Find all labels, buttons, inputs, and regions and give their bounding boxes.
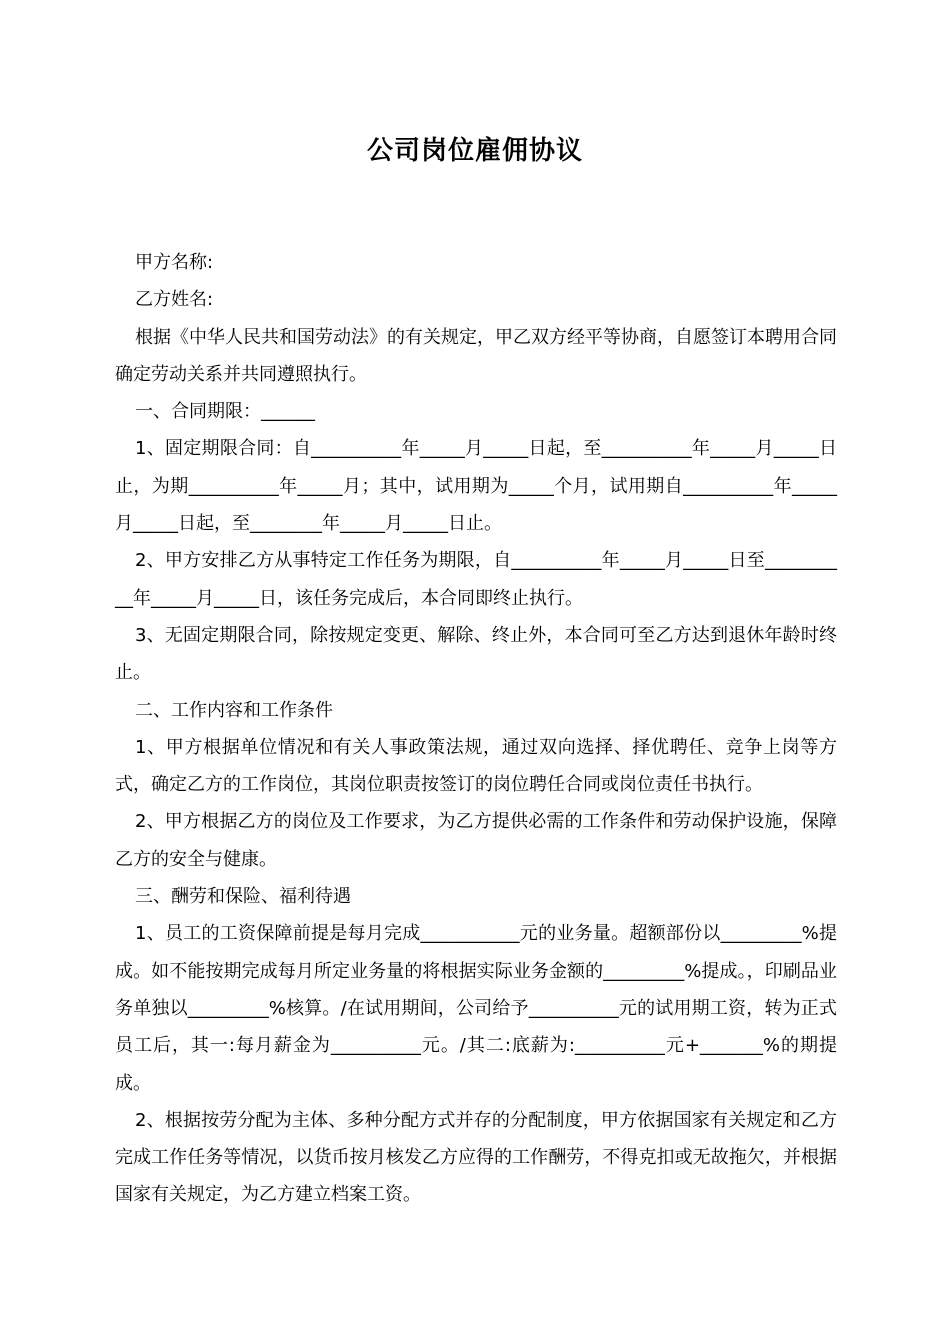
clause-work-conditions: 2、甲方根据乙方的岗位及工作要求，为乙方提供必需的工作条件和劳动保护设施，保障乙方的安全与健康。	[115, 811, 837, 870]
clause-task-term: 2、甲方安排乙方从事特定工作任务为期限，自__________年_____月_____日至__________年_____月_____日，该任务完成后，本合同即终止执行。	[115, 550, 837, 609]
clause-work-position: 1、甲方根据单位情况和有关人事政策法规，通过双向选择、择优聘任、竞争上岗等方式，确定乙方的工作岗位，其岗位职责按签订的岗位聘任合同或岗位责任书执行。	[115, 736, 837, 796]
clause-salary: 1、员工的工资保障前提是每月完成___________元的业务量。超额部份以_________%提成。如不能按期完成每月所定业务量的将根据实际业务金额的_________%提成。，印刷品业务单独以_________%核算。/在试用期间，公司给予__________元的试用期工资，转为正式员工后，其一:每月薪金为__________元。/其二:底薪为:__________元+_______%的期提成。	[115, 923, 837, 1094]
document-body	[115, 244, 837, 1214]
document-title: 公司岗位雇佣协议	[366, 136, 583, 166]
preamble-paragraph: 根据《中华人民共和国劳动法》的有关规定，甲乙双方经平等协商，自愿签订本聘用合同确定劳动关系并共同遵照执行。	[115, 326, 837, 385]
party-a-name-line: 甲方名称:	[135, 252, 214, 273]
clause-distribution: 2、根据按劳分配为主体、多种分配方式并存的分配制度，甲方依据国家有关规定和乙方完成工作任务等情况，以货币按月核发乙方应得的工作酬劳，不得克扣或无故拖欠，并根据国家有关规定，为乙方建立档案工资。	[115, 1109, 837, 1206]
clause-open-term: 3、无固定期限合同，除按规定变更、解除、终止外，本合同可至乙方达到退休年龄时终止。	[115, 624, 837, 684]
section-heading-term: 一、合同期限：______	[135, 401, 315, 423]
party-b-name-line: 乙方姓名:	[135, 289, 214, 311]
section-heading-work: 二、工作内容和工作条件	[135, 699, 333, 721]
section-heading-pay: 三、酬劳和保险、福利待遇	[135, 886, 351, 908]
clause-fixed-term: 1、固定期限合同：自__________年_____月_____日起，至__________年_____月_____日止，为期__________年_____月；其中，试用期为_____个月，试用期自__________年_____月_____日起，至________年_____月_____日止。	[115, 438, 837, 535]
